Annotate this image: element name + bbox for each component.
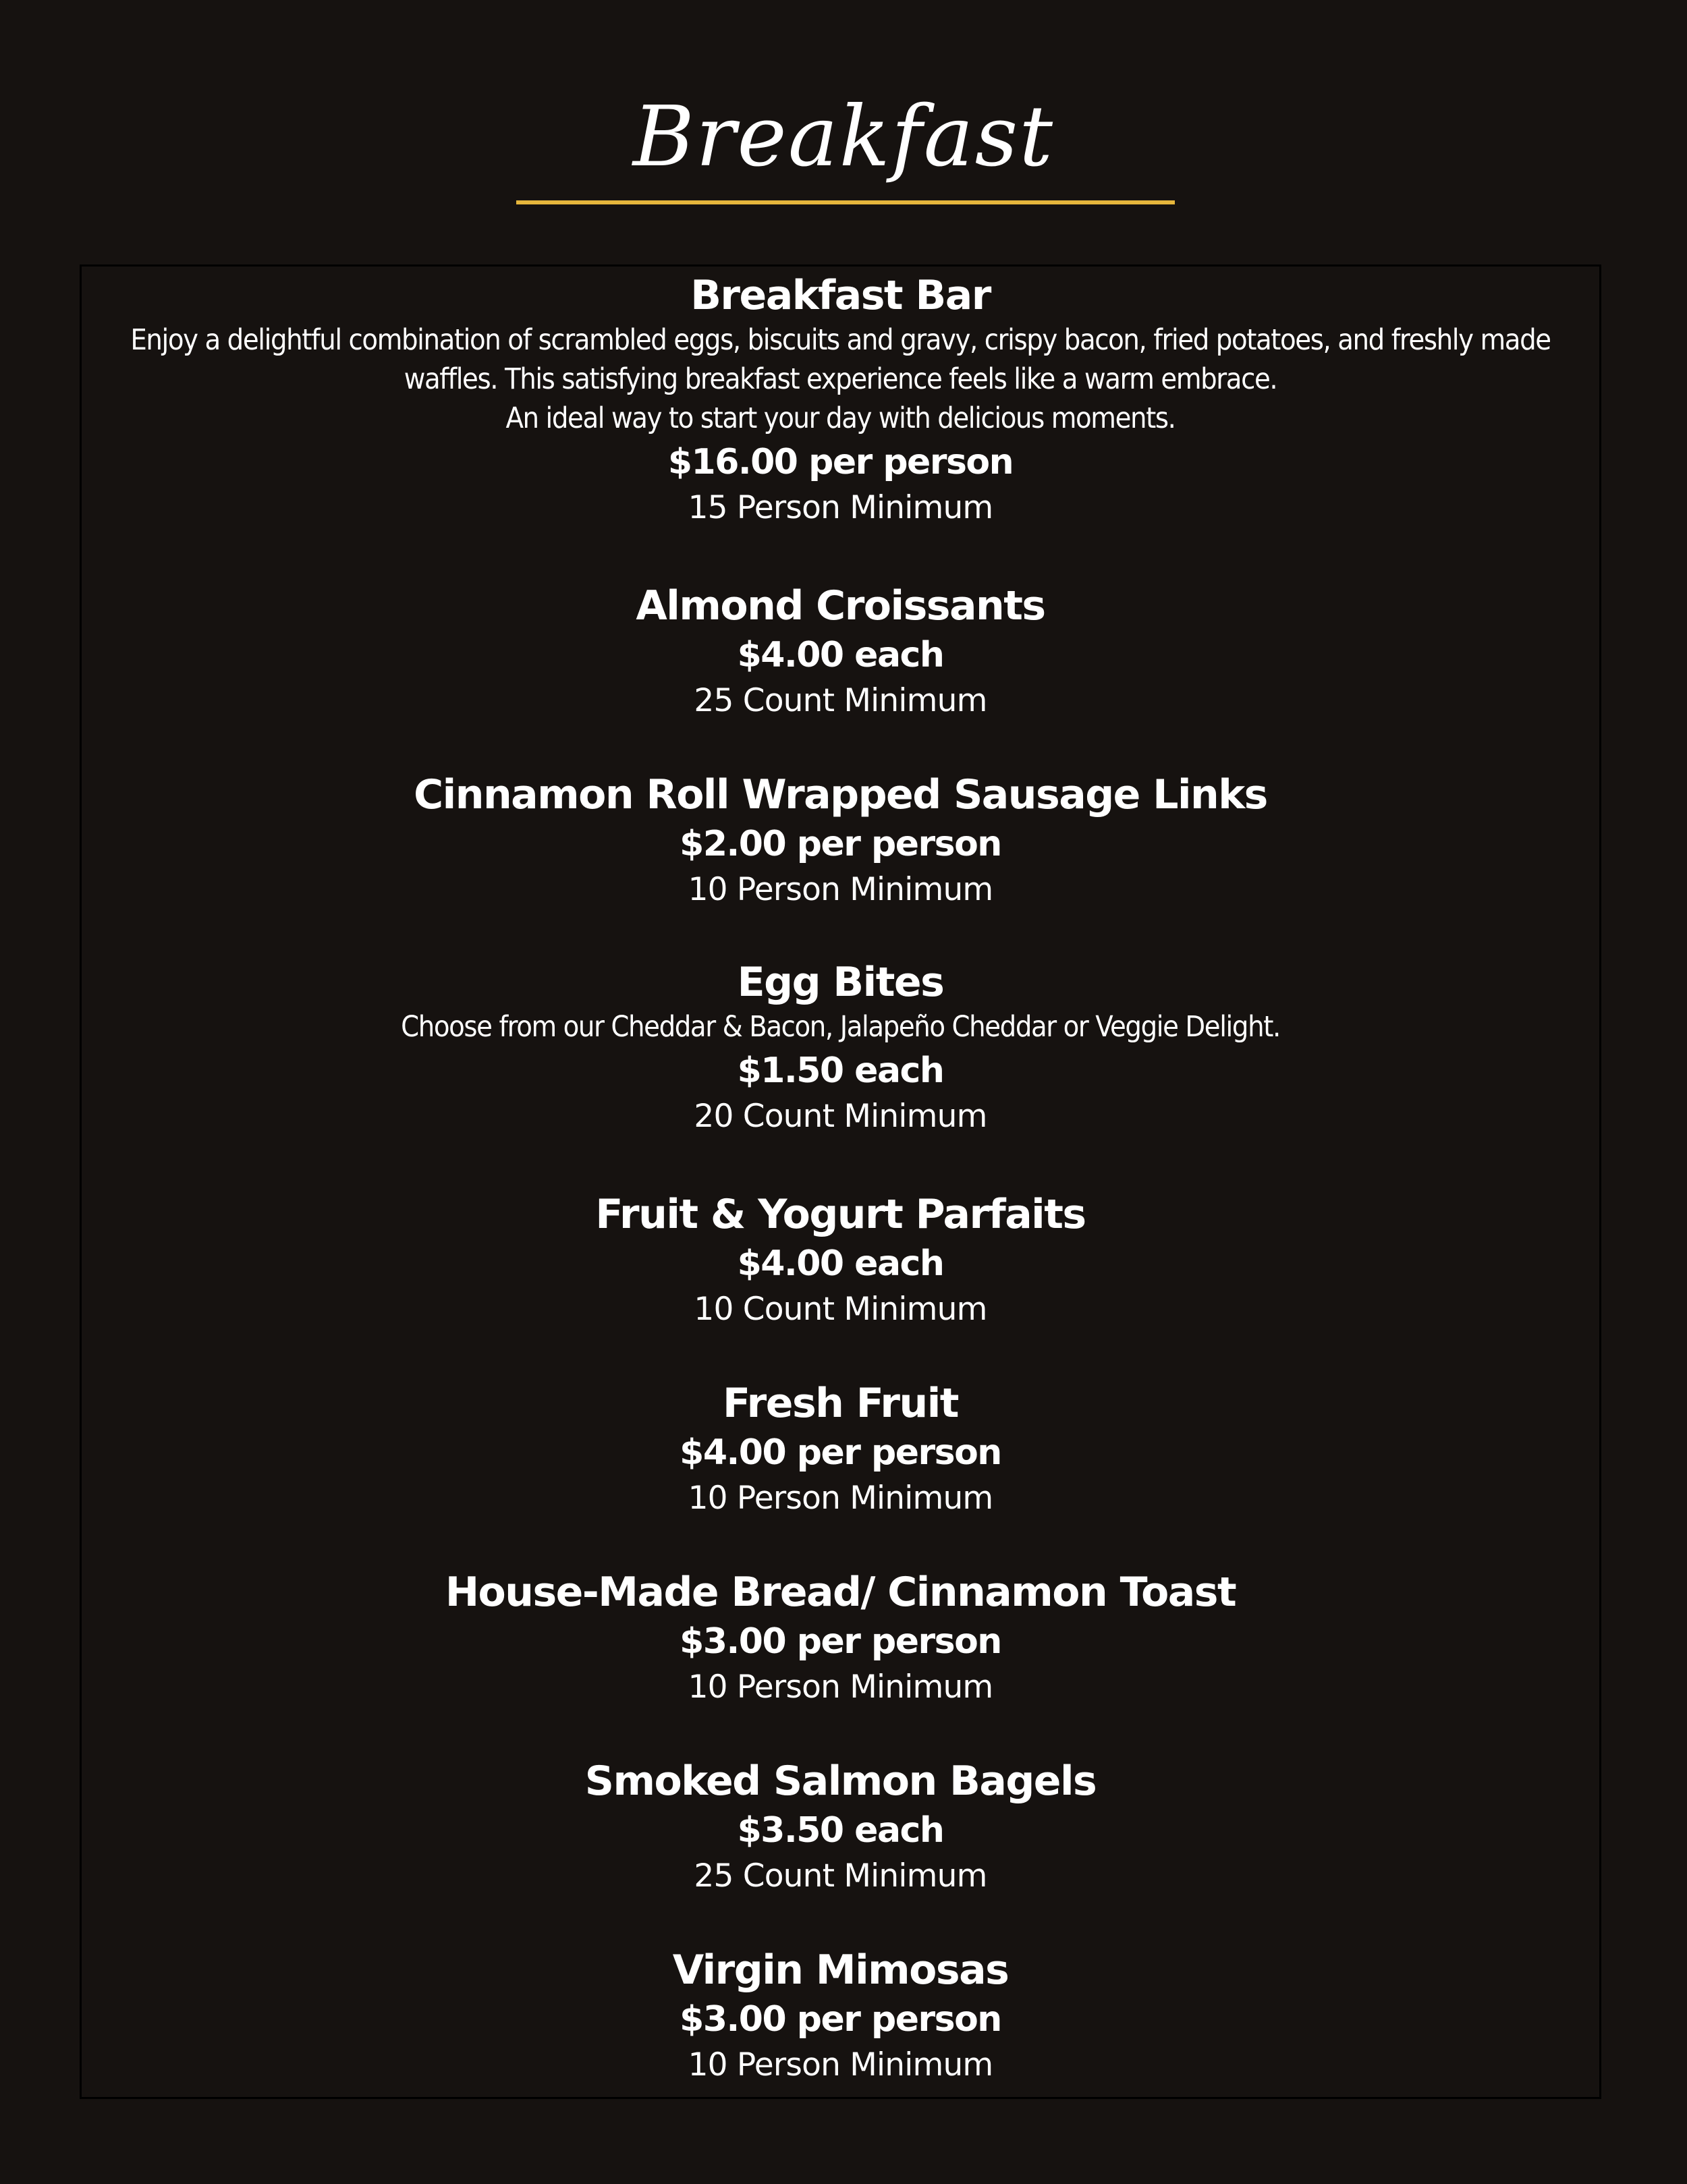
item-name: Fruit & Yogurt Parfaits xyxy=(595,1191,1086,1238)
menu-item-fruit-yogurt-parfaits xyxy=(82,1189,1599,1331)
menu-item-virgin-mimosas xyxy=(82,1945,1599,2087)
item-name: Almond Croissants xyxy=(636,582,1045,629)
item-price: $3.50 each xyxy=(737,1810,944,1851)
menu-item-egg-bites xyxy=(82,957,1599,1138)
item-name: House-Made Bread/ Cinnamon Toast xyxy=(445,1569,1236,1616)
item-price: $3.00 per person xyxy=(680,1999,1001,2040)
item-minimum: 25 Count Minimum xyxy=(694,682,987,719)
item-description-line: waffles. This satisfying breakfast experience feels like a warm embrace. xyxy=(404,362,1277,396)
item-price: $1.50 each xyxy=(737,1051,944,1091)
item-minimum: 10 Person Minimum xyxy=(688,2046,993,2083)
item-price: $4.00 each xyxy=(737,1243,944,1284)
menu-item-smoked-salmon-bagels xyxy=(82,1756,1599,1898)
item-name: Cinnamon Roll Wrapped Sausage Links xyxy=(414,771,1267,818)
item-name: Virgin Mimosas xyxy=(672,1947,1009,1994)
item-price: $4.00 each xyxy=(737,635,944,675)
item-minimum: 20 Count Minimum xyxy=(694,1098,987,1135)
item-minimum: 10 Person Minimum xyxy=(688,871,993,908)
item-minimum: 10 Count Minimum xyxy=(694,1291,987,1328)
page-title: Breakfast xyxy=(632,88,1055,186)
item-name: Fresh Fruit xyxy=(723,1380,958,1427)
item-price: $4.00 per person xyxy=(680,1432,1001,1473)
item-price: $2.00 per person xyxy=(680,824,1001,864)
item-description-line: Choose from our Cheddar & Bacon, Jalapeño Cheddar or Veggie Delight. xyxy=(401,1010,1280,1044)
item-price: $3.00 per person xyxy=(680,1621,1001,1662)
menu-item-almond-croissants xyxy=(82,581,1599,723)
item-price: $16.00 per person xyxy=(667,442,1014,482)
item-minimum: 25 Count Minimum xyxy=(694,1857,987,1895)
menu-item-fresh-fruit xyxy=(82,1378,1599,1520)
item-name: Egg Bites xyxy=(737,959,944,1006)
menu-item-cinnamon-roll-sausage-links xyxy=(82,770,1599,912)
item-minimum: 10 Person Minimum xyxy=(688,1480,993,1517)
menu-item-house-made-bread xyxy=(82,1567,1599,1709)
item-description-line: An ideal way to start your day with delicious moments. xyxy=(505,401,1176,435)
item-name: Smoked Salmon Bagels xyxy=(584,1758,1097,1805)
item-description-line: Enjoy a delightful combination of scrambled eggs, biscuits and gravy, crispy bacon, fried potatoes, and freshly made xyxy=(130,323,1551,357)
title-underline xyxy=(516,200,1175,204)
item-name: Breakfast Bar xyxy=(690,272,991,319)
item-minimum: 10 Person Minimum xyxy=(688,1669,993,1706)
menu-item-breakfast-bar xyxy=(82,271,1599,530)
menu-list xyxy=(80,264,1601,2099)
item-minimum: 15 Person Minimum xyxy=(688,489,993,526)
